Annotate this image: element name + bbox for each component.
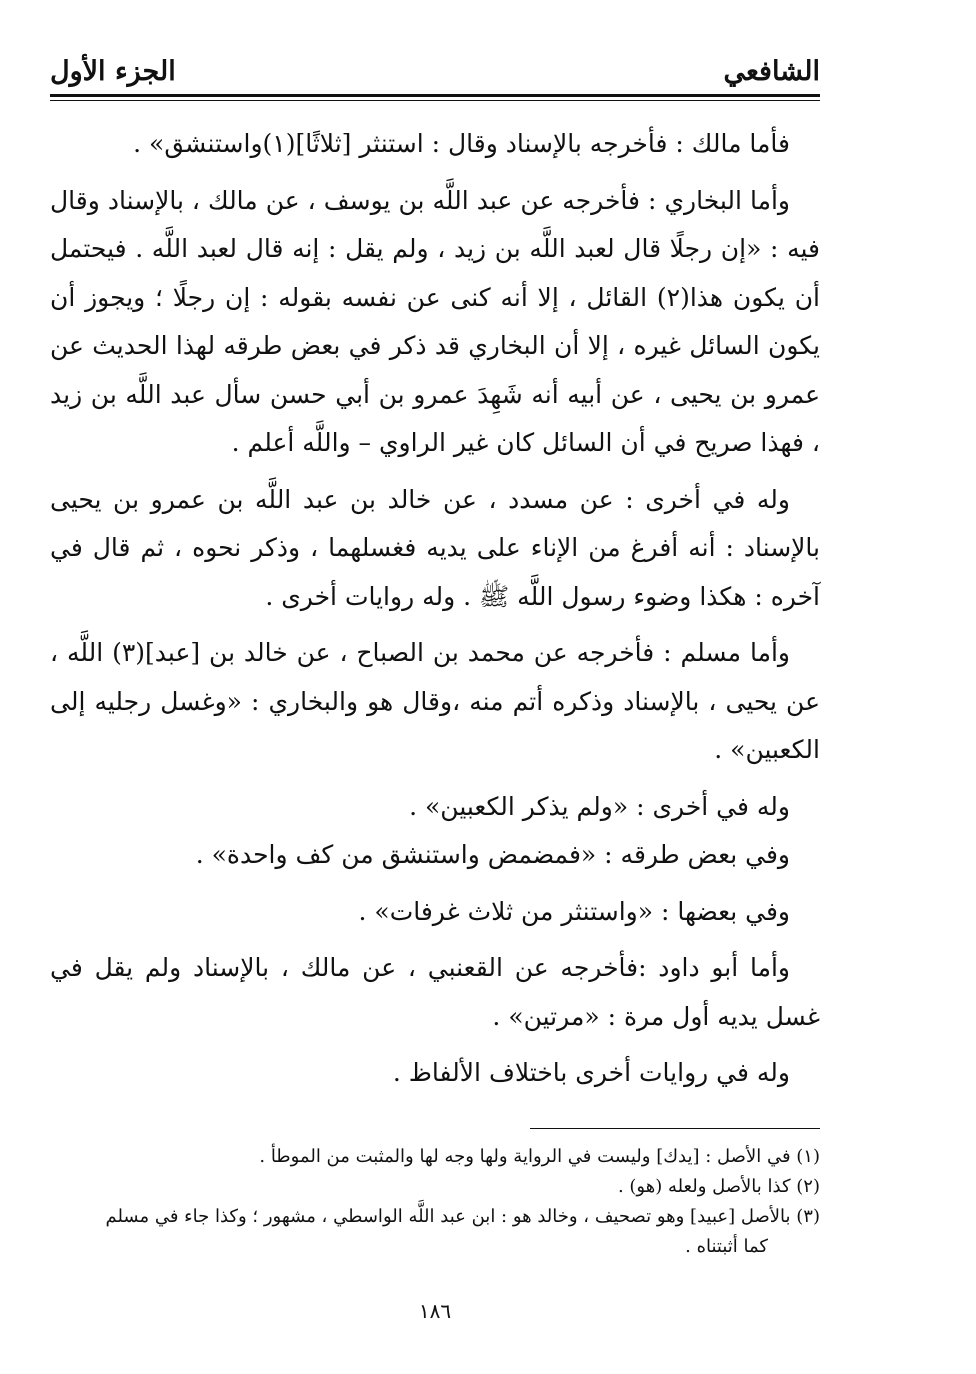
paragraph-abu-dawud: وأما أبو داود :فأخرجه عن القعنبي ، عن مالك ، بالإسناد ولم يقل في غسل يديه أول مرة : «مرتين» . — [50, 953, 820, 1031]
footnote-rule — [530, 1128, 820, 1129]
paragraph-other-narrations: وله في روايات أخرى باختلاف الألفاظ . — [392, 1058, 790, 1087]
paragraph-madmada: وفي بعض طرقه : «فمضمض واستنشق من كف واحدة» . — [195, 840, 790, 869]
volume-title: الجزء الأول — [50, 56, 176, 87]
footnote-1: (١) في الأصل : [يدك] وليست في الرواية ولها وجه لها والمثبت من الموطأ . — [259, 1146, 820, 1167]
book-title: الشافعي — [723, 56, 820, 87]
header-rule-thin — [50, 100, 820, 101]
book-page — [50, 0, 820, 1374]
paragraph-kabayn: وله في أخرى : «ولم يذكر الكعبين» . — [409, 791, 790, 821]
paragraph-istanthara: وفي بعضها : «واستنثر من ثلاث غرفات» . — [358, 896, 790, 926]
paragraph-bukhari: وأما البخاري : فأخرجه عن عبد اللَّه بن يوسف ، عن مالك ، بالإسناد وقال فيه : «إن رجلًا قال لعبد اللَّه بن زيد ، ولم يقل : إنه قال لعبد اللَّه . فيحتمل أن يكون هذا(٢) القائل ، إلا أنه كنى عن نفسه بقوله : إن رجلًا ؛ ويجوز أن يكون السائل غيره ، إلا أن البخاري قد ذكر في بعض طرقه لهذا الحديث عن عمرو بن يحيى ، عن أبيه أنه شَهِدَ عمرو بن أبي حسن سأل عبد اللَّه بن زيد ، فهذا صريح في أن السائل كان غير الراوي – واللَّه أعلم . — [50, 185, 821, 457]
footnote-2: (٢) كذا بالأصل ولعله (هو) . — [617, 1176, 820, 1197]
footnote-3-continuation: كما أثبتناه . — [685, 1236, 768, 1257]
paragraph-another-narration: وله في أخرى : عن مسدد ، عن خالد بن عبد اللَّه بن عمرو بن يحيى بالإسناد : أنه أفرغ من الإناء على يديه فغسلهما ، وذكر نحوه ، ثم قال في آخره : هكذا وضوء رسول اللَّه ﷺ . وله روايات أخرى . — [50, 484, 820, 611]
footnotes — [50, 1142, 820, 1262]
header-rule-thick — [50, 94, 820, 97]
page-number: ١٨٦ — [418, 1299, 452, 1323]
paragraph-malik: فأما مالك : فأخرجه بالإسناد وقال : استنثر [ثلاثًا](١)واستنشق» . — [133, 129, 790, 158]
paragraph-muslim: وأما مسلم : فأخرجه عن محمد بن الصباح ، عن خالد بن [عبد](٣) اللَّه ، عن يحيى ، بالإسناد وذكره أتم منه ،وقال هو والبخاري : «وغسل رجليه إلى الكعبين» . — [50, 638, 820, 764]
main-text — [50, 120, 820, 1106]
running-header — [50, 52, 820, 92]
footnote-3: (٣) بالأصل [عبيد] وهو تصحيف ، وخالد هو : ابن عبد اللَّه الواسطي ، مشهور ؛ وكذا جاء في مسلم — [105, 1206, 820, 1227]
